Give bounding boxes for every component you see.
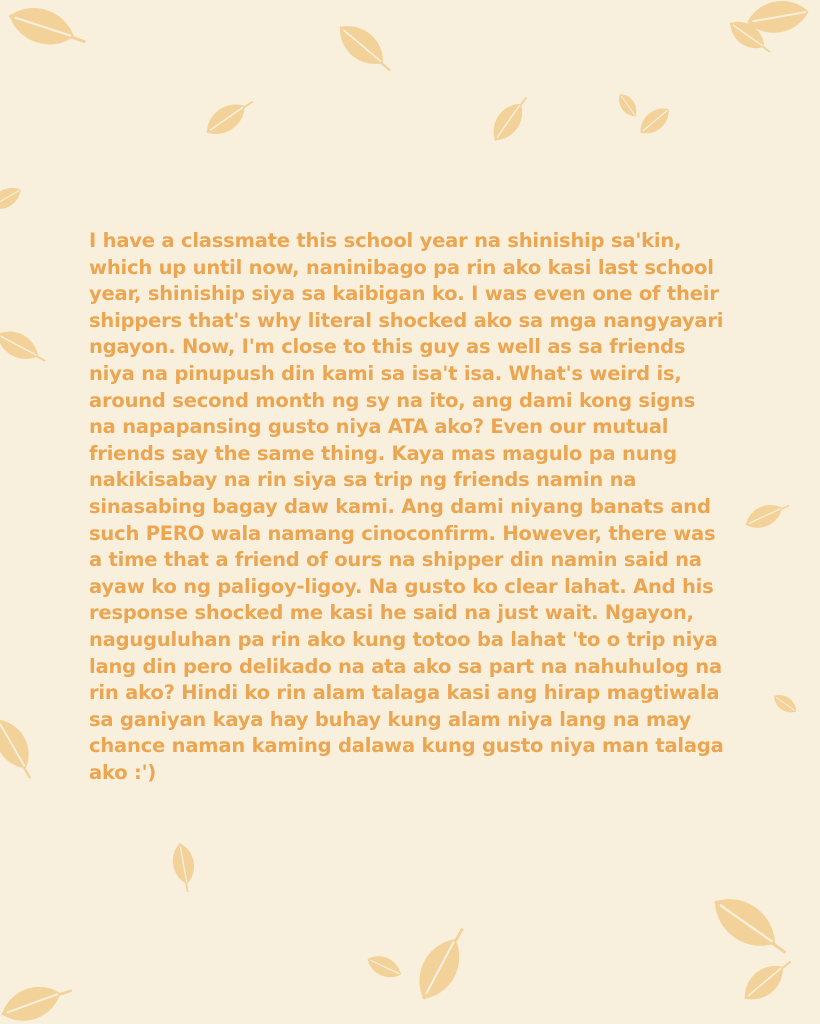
- autumn-leaf-icon: [195, 86, 262, 147]
- post-body-text: I have a classmate this school year na shiniship sa'kin, which up until now, naninibago pa rin ako kasi last school year, shiniship siya sa kaibigan ko. I was even one of their shippers that's why literal shocked ako sa mga nangyayari ngayon. Now, I'm close to this guy as well as sa friends niya na pinupush din kami sa isa't isa. What's weird is, around second month ng sy na ito, ang dami kong signs na napapansing gusto niya ATA ako? Even our mutual friends say the same thing. Kaya mas magulo pa nung nakikisabay na rin siya sa trip ng friends namin na sinasabing bagay daw kami. Ang dami niyang banats and such PERO wala namang cinoconfirm. However, there was a time that a friend of ours na shipper din namin said na ayaw ko ng paligoy-ligoy. Na gusto ko clear lahat. And his response shocked me kasi he said na just wait. Ngayon, naguguluhan pa rin ako kung totoo ba lahat 'to o trip niya lang din pero delikado na ata ako sa part na nahuhulog na rin ako? Hindi ko rin alam talaga kasi ang hirap magtiwala sa ganiyan kaya hay buhay kung alam niya lang na may chance naman kaming dalawa kung gusto niya man talaga ako :'): [89, 229, 724, 784]
- autumn-leaf-icon: [0, 0, 97, 65]
- autumn-leaf-icon: [165, 839, 204, 895]
- autumn-leaf-icon: [0, 968, 81, 1024]
- autumn-leaf-icon: [0, 173, 35, 221]
- autumn-leaf-icon: [0, 707, 49, 789]
- autumn-leaf-icon: [480, 86, 540, 151]
- autumn-leaf-icon: [738, 491, 796, 539]
- autumn-leaf-icon: [732, 946, 803, 1013]
- autumn-leaf-icon: [767, 686, 807, 724]
- autumn-leaf-icon: [325, 10, 404, 86]
- autumn-leaf-icon: [0, 318, 55, 375]
